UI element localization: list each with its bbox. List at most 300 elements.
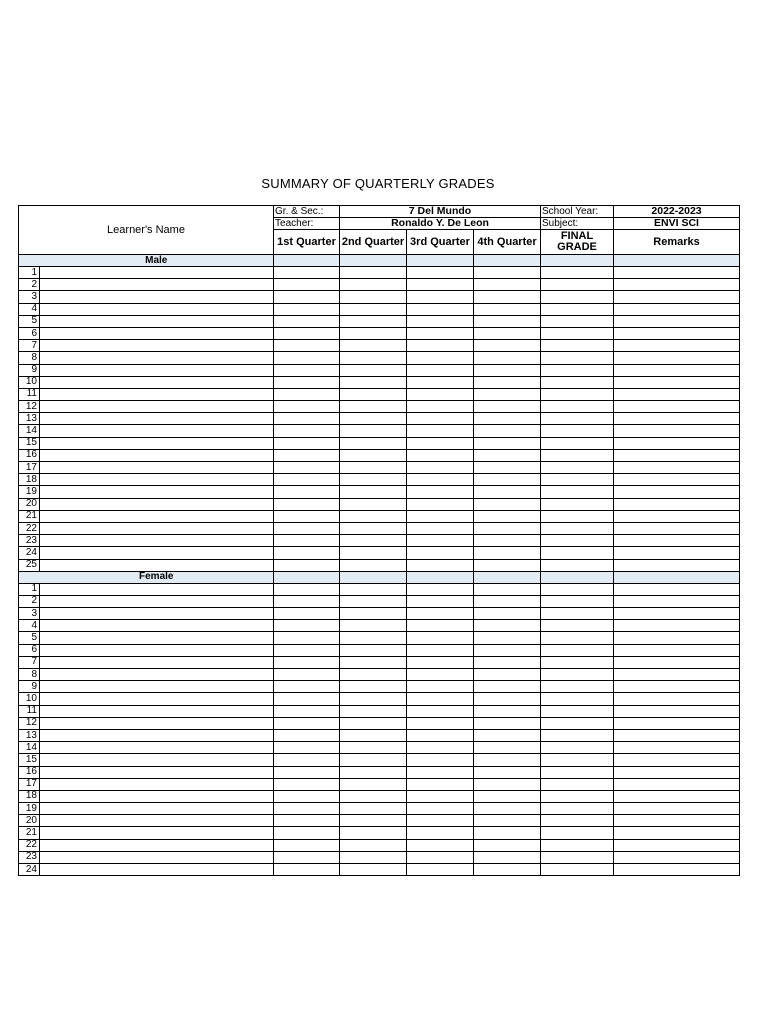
q2-cell[interactable]	[340, 401, 407, 413]
q3-cell[interactable]	[407, 803, 474, 815]
remarks-cell[interactable]	[614, 303, 740, 315]
final-grade-cell[interactable]	[541, 388, 614, 400]
q3-cell[interactable]	[407, 315, 474, 327]
q3-cell[interactable]	[407, 839, 474, 851]
learner-name-cell[interactable]	[40, 425, 274, 437]
q4-cell[interactable]	[474, 608, 541, 620]
q1-cell[interactable]	[274, 693, 340, 705]
q4-cell[interactable]	[474, 376, 541, 388]
final-grade-cell[interactable]	[541, 827, 614, 839]
learner-name-cell[interactable]	[40, 535, 274, 547]
remarks-cell[interactable]	[614, 595, 740, 607]
final-grade-cell[interactable]	[541, 291, 614, 303]
q4-cell[interactable]	[474, 632, 541, 644]
q2-cell[interactable]	[340, 803, 407, 815]
q1-cell[interactable]	[274, 535, 340, 547]
learner-name-cell[interactable]	[40, 413, 274, 425]
q3-cell[interactable]	[407, 364, 474, 376]
remarks-cell[interactable]	[614, 547, 740, 559]
q2-cell[interactable]	[340, 681, 407, 693]
final-grade-cell[interactable]	[541, 632, 614, 644]
final-grade-cell[interactable]	[541, 803, 614, 815]
q2-cell[interactable]	[340, 352, 407, 364]
q4-cell[interactable]	[474, 717, 541, 729]
final-grade-cell[interactable]	[541, 547, 614, 559]
q4-cell[interactable]	[474, 851, 541, 863]
q4-cell[interactable]	[474, 693, 541, 705]
q1-cell[interactable]	[274, 425, 340, 437]
q2-cell[interactable]	[340, 291, 407, 303]
remarks-cell[interactable]	[614, 620, 740, 632]
remarks-cell[interactable]	[614, 754, 740, 766]
q3-cell[interactable]	[407, 583, 474, 595]
q3-cell[interactable]	[407, 425, 474, 437]
q3-cell[interactable]	[407, 717, 474, 729]
q2-cell[interactable]	[340, 827, 407, 839]
q4-cell[interactable]	[474, 340, 541, 352]
q1-cell[interactable]	[274, 790, 340, 802]
q3-cell[interactable]	[407, 535, 474, 547]
learner-name-cell[interactable]	[40, 827, 274, 839]
remarks-cell[interactable]	[614, 535, 740, 547]
final-grade-cell[interactable]	[541, 754, 614, 766]
q3-cell[interactable]	[407, 644, 474, 656]
learner-name-cell[interactable]	[40, 388, 274, 400]
q1-cell[interactable]	[274, 486, 340, 498]
learner-name-cell[interactable]	[40, 583, 274, 595]
learner-name-cell[interactable]	[40, 705, 274, 717]
final-grade-cell[interactable]	[541, 693, 614, 705]
q4-cell[interactable]	[474, 827, 541, 839]
learner-name-cell[interactable]	[40, 474, 274, 486]
final-grade-cell[interactable]	[541, 510, 614, 522]
q4-cell[interactable]	[474, 595, 541, 607]
q3-cell[interactable]	[407, 388, 474, 400]
q3-cell[interactable]	[407, 815, 474, 827]
q4-cell[interactable]	[474, 656, 541, 668]
q2-cell[interactable]	[340, 279, 407, 291]
q3-cell[interactable]	[407, 766, 474, 778]
q3-cell[interactable]	[407, 327, 474, 339]
q1-cell[interactable]	[274, 327, 340, 339]
remarks-cell[interactable]	[614, 717, 740, 729]
remarks-cell[interactable]	[614, 425, 740, 437]
remarks-cell[interactable]	[614, 851, 740, 863]
remarks-cell[interactable]	[614, 656, 740, 668]
q3-cell[interactable]	[407, 851, 474, 863]
learner-name-cell[interactable]	[40, 303, 274, 315]
final-grade-cell[interactable]	[541, 474, 614, 486]
q4-cell[interactable]	[474, 705, 541, 717]
q3-cell[interactable]	[407, 608, 474, 620]
q3-cell[interactable]	[407, 449, 474, 461]
final-grade-cell[interactable]	[541, 279, 614, 291]
q3-cell[interactable]	[407, 474, 474, 486]
q2-cell[interactable]	[340, 315, 407, 327]
q3-cell[interactable]	[407, 790, 474, 802]
final-grade-cell[interactable]	[541, 583, 614, 595]
q4-cell[interactable]	[474, 425, 541, 437]
remarks-cell[interactable]	[614, 401, 740, 413]
q3-cell[interactable]	[407, 401, 474, 413]
q4-cell[interactable]	[474, 535, 541, 547]
q1-cell[interactable]	[274, 669, 340, 681]
learner-name-cell[interactable]	[40, 632, 274, 644]
final-grade-cell[interactable]	[541, 559, 614, 571]
remarks-cell[interactable]	[614, 376, 740, 388]
final-grade-cell[interactable]	[541, 839, 614, 851]
learner-name-cell[interactable]	[40, 340, 274, 352]
q4-cell[interactable]	[474, 839, 541, 851]
remarks-cell[interactable]	[614, 742, 740, 754]
remarks-cell[interactable]	[614, 803, 740, 815]
final-grade-cell[interactable]	[541, 864, 614, 876]
q1-cell[interactable]	[274, 620, 340, 632]
q4-cell[interactable]	[474, 803, 541, 815]
q4-cell[interactable]	[474, 267, 541, 279]
q4-cell[interactable]	[474, 790, 541, 802]
q1-cell[interactable]	[274, 352, 340, 364]
q4-cell[interactable]	[474, 474, 541, 486]
q2-cell[interactable]	[340, 778, 407, 790]
q3-cell[interactable]	[407, 693, 474, 705]
remarks-cell[interactable]	[614, 559, 740, 571]
q4-cell[interactable]	[474, 413, 541, 425]
q1-cell[interactable]	[274, 449, 340, 461]
final-grade-cell[interactable]	[541, 766, 614, 778]
learner-name-cell[interactable]	[40, 486, 274, 498]
q1-cell[interactable]	[274, 291, 340, 303]
q1-cell[interactable]	[274, 827, 340, 839]
q1-cell[interactable]	[274, 595, 340, 607]
remarks-cell[interactable]	[614, 462, 740, 474]
learner-name-cell[interactable]	[40, 364, 274, 376]
q1-cell[interactable]	[274, 315, 340, 327]
q4-cell[interactable]	[474, 729, 541, 741]
q4-cell[interactable]	[474, 510, 541, 522]
final-grade-cell[interactable]	[541, 681, 614, 693]
learner-name-cell[interactable]	[40, 693, 274, 705]
remarks-cell[interactable]	[614, 510, 740, 522]
remarks-cell[interactable]	[614, 778, 740, 790]
q1-cell[interactable]	[274, 632, 340, 644]
q2-cell[interactable]	[340, 559, 407, 571]
learner-name-cell[interactable]	[40, 717, 274, 729]
q1-cell[interactable]	[274, 815, 340, 827]
q4-cell[interactable]	[474, 559, 541, 571]
learner-name-cell[interactable]	[40, 327, 274, 339]
learner-name-cell[interactable]	[40, 729, 274, 741]
q3-cell[interactable]	[407, 754, 474, 766]
q3-cell[interactable]	[407, 656, 474, 668]
learner-name-cell[interactable]	[40, 790, 274, 802]
remarks-cell[interactable]	[614, 364, 740, 376]
q2-cell[interactable]	[340, 376, 407, 388]
q1-cell[interactable]	[274, 644, 340, 656]
q4-cell[interactable]	[474, 864, 541, 876]
final-grade-cell[interactable]	[541, 790, 614, 802]
final-grade-cell[interactable]	[541, 303, 614, 315]
q2-cell[interactable]	[340, 535, 407, 547]
q3-cell[interactable]	[407, 864, 474, 876]
q3-cell[interactable]	[407, 742, 474, 754]
q2-cell[interactable]	[340, 267, 407, 279]
learner-name-cell[interactable]	[40, 522, 274, 534]
learner-name-cell[interactable]	[40, 462, 274, 474]
q1-cell[interactable]	[274, 413, 340, 425]
q2-cell[interactable]	[340, 547, 407, 559]
learner-name-cell[interactable]	[40, 778, 274, 790]
final-grade-cell[interactable]	[541, 742, 614, 754]
q4-cell[interactable]	[474, 364, 541, 376]
learner-name-cell[interactable]	[40, 401, 274, 413]
q4-cell[interactable]	[474, 437, 541, 449]
remarks-cell[interactable]	[614, 267, 740, 279]
q3-cell[interactable]	[407, 547, 474, 559]
final-grade-cell[interactable]	[541, 425, 614, 437]
remarks-cell[interactable]	[614, 681, 740, 693]
remarks-cell[interactable]	[614, 352, 740, 364]
q1-cell[interactable]	[274, 705, 340, 717]
q1-cell[interactable]	[274, 401, 340, 413]
q2-cell[interactable]	[340, 303, 407, 315]
learner-name-cell[interactable]	[40, 803, 274, 815]
final-grade-cell[interactable]	[541, 729, 614, 741]
q2-cell[interactable]	[340, 839, 407, 851]
q2-cell[interactable]	[340, 413, 407, 425]
q4-cell[interactable]	[474, 522, 541, 534]
q1-cell[interactable]	[274, 803, 340, 815]
q4-cell[interactable]	[474, 401, 541, 413]
learner-name-cell[interactable]	[40, 559, 274, 571]
q2-cell[interactable]	[340, 364, 407, 376]
q4-cell[interactable]	[474, 388, 541, 400]
learner-name-cell[interactable]	[40, 510, 274, 522]
remarks-cell[interactable]	[614, 644, 740, 656]
q3-cell[interactable]	[407, 498, 474, 510]
q2-cell[interactable]	[340, 864, 407, 876]
q3-cell[interactable]	[407, 291, 474, 303]
q3-cell[interactable]	[407, 462, 474, 474]
q3-cell[interactable]	[407, 413, 474, 425]
final-grade-cell[interactable]	[541, 340, 614, 352]
q1-cell[interactable]	[274, 437, 340, 449]
q3-cell[interactable]	[407, 352, 474, 364]
remarks-cell[interactable]	[614, 486, 740, 498]
q1-cell[interactable]	[274, 583, 340, 595]
q1-cell[interactable]	[274, 681, 340, 693]
learner-name-cell[interactable]	[40, 864, 274, 876]
q3-cell[interactable]	[407, 669, 474, 681]
remarks-cell[interactable]	[614, 474, 740, 486]
q3-cell[interactable]	[407, 595, 474, 607]
remarks-cell[interactable]	[614, 632, 740, 644]
remarks-cell[interactable]	[614, 279, 740, 291]
remarks-cell[interactable]	[614, 608, 740, 620]
final-grade-cell[interactable]	[541, 717, 614, 729]
learner-name-cell[interactable]	[40, 547, 274, 559]
remarks-cell[interactable]	[614, 315, 740, 327]
learner-name-cell[interactable]	[40, 291, 274, 303]
q2-cell[interactable]	[340, 717, 407, 729]
q1-cell[interactable]	[274, 547, 340, 559]
final-grade-cell[interactable]	[541, 352, 614, 364]
q1-cell[interactable]	[274, 656, 340, 668]
q2-cell[interactable]	[340, 766, 407, 778]
q3-cell[interactable]	[407, 303, 474, 315]
q4-cell[interactable]	[474, 315, 541, 327]
q3-cell[interactable]	[407, 522, 474, 534]
q1-cell[interactable]	[274, 510, 340, 522]
learner-name-cell[interactable]	[40, 267, 274, 279]
final-grade-cell[interactable]	[541, 462, 614, 474]
learner-name-cell[interactable]	[40, 608, 274, 620]
q1-cell[interactable]	[274, 279, 340, 291]
q2-cell[interactable]	[340, 705, 407, 717]
q1-cell[interactable]	[274, 766, 340, 778]
final-grade-cell[interactable]	[541, 315, 614, 327]
q1-cell[interactable]	[274, 754, 340, 766]
final-grade-cell[interactable]	[541, 267, 614, 279]
remarks-cell[interactable]	[614, 729, 740, 741]
q2-cell[interactable]	[340, 669, 407, 681]
q2-cell[interactable]	[340, 340, 407, 352]
q1-cell[interactable]	[274, 559, 340, 571]
remarks-cell[interactable]	[614, 693, 740, 705]
q3-cell[interactable]	[407, 729, 474, 741]
q4-cell[interactable]	[474, 352, 541, 364]
remarks-cell[interactable]	[614, 815, 740, 827]
q1-cell[interactable]	[274, 864, 340, 876]
q1-cell[interactable]	[274, 388, 340, 400]
q3-cell[interactable]	[407, 620, 474, 632]
q1-cell[interactable]	[274, 267, 340, 279]
final-grade-cell[interactable]	[541, 851, 614, 863]
learner-name-cell[interactable]	[40, 681, 274, 693]
learner-name-cell[interactable]	[40, 754, 274, 766]
q4-cell[interactable]	[474, 583, 541, 595]
q2-cell[interactable]	[340, 656, 407, 668]
q2-cell[interactable]	[340, 620, 407, 632]
remarks-cell[interactable]	[614, 413, 740, 425]
q1-cell[interactable]	[274, 462, 340, 474]
q1-cell[interactable]	[274, 376, 340, 388]
q2-cell[interactable]	[340, 486, 407, 498]
q4-cell[interactable]	[474, 327, 541, 339]
q3-cell[interactable]	[407, 279, 474, 291]
q4-cell[interactable]	[474, 291, 541, 303]
q1-cell[interactable]	[274, 851, 340, 863]
q2-cell[interactable]	[340, 608, 407, 620]
q3-cell[interactable]	[407, 437, 474, 449]
q2-cell[interactable]	[340, 729, 407, 741]
q2-cell[interactable]	[340, 327, 407, 339]
q4-cell[interactable]	[474, 681, 541, 693]
q4-cell[interactable]	[474, 766, 541, 778]
q4-cell[interactable]	[474, 462, 541, 474]
final-grade-cell[interactable]	[541, 486, 614, 498]
learner-name-cell[interactable]	[40, 279, 274, 291]
q2-cell[interactable]	[340, 437, 407, 449]
final-grade-cell[interactable]	[541, 498, 614, 510]
q3-cell[interactable]	[407, 510, 474, 522]
final-grade-cell[interactable]	[541, 449, 614, 461]
learner-name-cell[interactable]	[40, 620, 274, 632]
final-grade-cell[interactable]	[541, 401, 614, 413]
q2-cell[interactable]	[340, 498, 407, 510]
q3-cell[interactable]	[407, 559, 474, 571]
final-grade-cell[interactable]	[541, 705, 614, 717]
remarks-cell[interactable]	[614, 437, 740, 449]
q2-cell[interactable]	[340, 632, 407, 644]
learner-name-cell[interactable]	[40, 449, 274, 461]
final-grade-cell[interactable]	[541, 669, 614, 681]
learner-name-cell[interactable]	[40, 595, 274, 607]
q2-cell[interactable]	[340, 388, 407, 400]
learner-name-cell[interactable]	[40, 437, 274, 449]
q1-cell[interactable]	[274, 717, 340, 729]
learner-name-cell[interactable]	[40, 851, 274, 863]
final-grade-cell[interactable]	[541, 778, 614, 790]
q1-cell[interactable]	[274, 608, 340, 620]
learner-name-cell[interactable]	[40, 656, 274, 668]
q4-cell[interactable]	[474, 486, 541, 498]
final-grade-cell[interactable]	[541, 364, 614, 376]
final-grade-cell[interactable]	[541, 327, 614, 339]
learner-name-cell[interactable]	[40, 669, 274, 681]
q3-cell[interactable]	[407, 681, 474, 693]
learner-name-cell[interactable]	[40, 352, 274, 364]
q2-cell[interactable]	[340, 815, 407, 827]
q1-cell[interactable]	[274, 742, 340, 754]
q4-cell[interactable]	[474, 279, 541, 291]
q3-cell[interactable]	[407, 376, 474, 388]
learner-name-cell[interactable]	[40, 498, 274, 510]
final-grade-cell[interactable]	[541, 815, 614, 827]
remarks-cell[interactable]	[614, 449, 740, 461]
q2-cell[interactable]	[340, 425, 407, 437]
q3-cell[interactable]	[407, 267, 474, 279]
q4-cell[interactable]	[474, 644, 541, 656]
learner-name-cell[interactable]	[40, 742, 274, 754]
final-grade-cell[interactable]	[541, 595, 614, 607]
remarks-cell[interactable]	[614, 291, 740, 303]
final-grade-cell[interactable]	[541, 608, 614, 620]
remarks-cell[interactable]	[614, 498, 740, 510]
q3-cell[interactable]	[407, 778, 474, 790]
learner-name-cell[interactable]	[40, 839, 274, 851]
remarks-cell[interactable]	[614, 327, 740, 339]
q4-cell[interactable]	[474, 778, 541, 790]
q2-cell[interactable]	[340, 754, 407, 766]
q1-cell[interactable]	[274, 498, 340, 510]
q2-cell[interactable]	[340, 851, 407, 863]
q2-cell[interactable]	[340, 474, 407, 486]
remarks-cell[interactable]	[614, 790, 740, 802]
remarks-cell[interactable]	[614, 340, 740, 352]
q1-cell[interactable]	[274, 778, 340, 790]
q3-cell[interactable]	[407, 632, 474, 644]
final-grade-cell[interactable]	[541, 522, 614, 534]
q3-cell[interactable]	[407, 827, 474, 839]
q4-cell[interactable]	[474, 815, 541, 827]
q2-cell[interactable]	[340, 522, 407, 534]
q4-cell[interactable]	[474, 669, 541, 681]
final-grade-cell[interactable]	[541, 644, 614, 656]
q3-cell[interactable]	[407, 340, 474, 352]
q2-cell[interactable]	[340, 790, 407, 802]
remarks-cell[interactable]	[614, 705, 740, 717]
